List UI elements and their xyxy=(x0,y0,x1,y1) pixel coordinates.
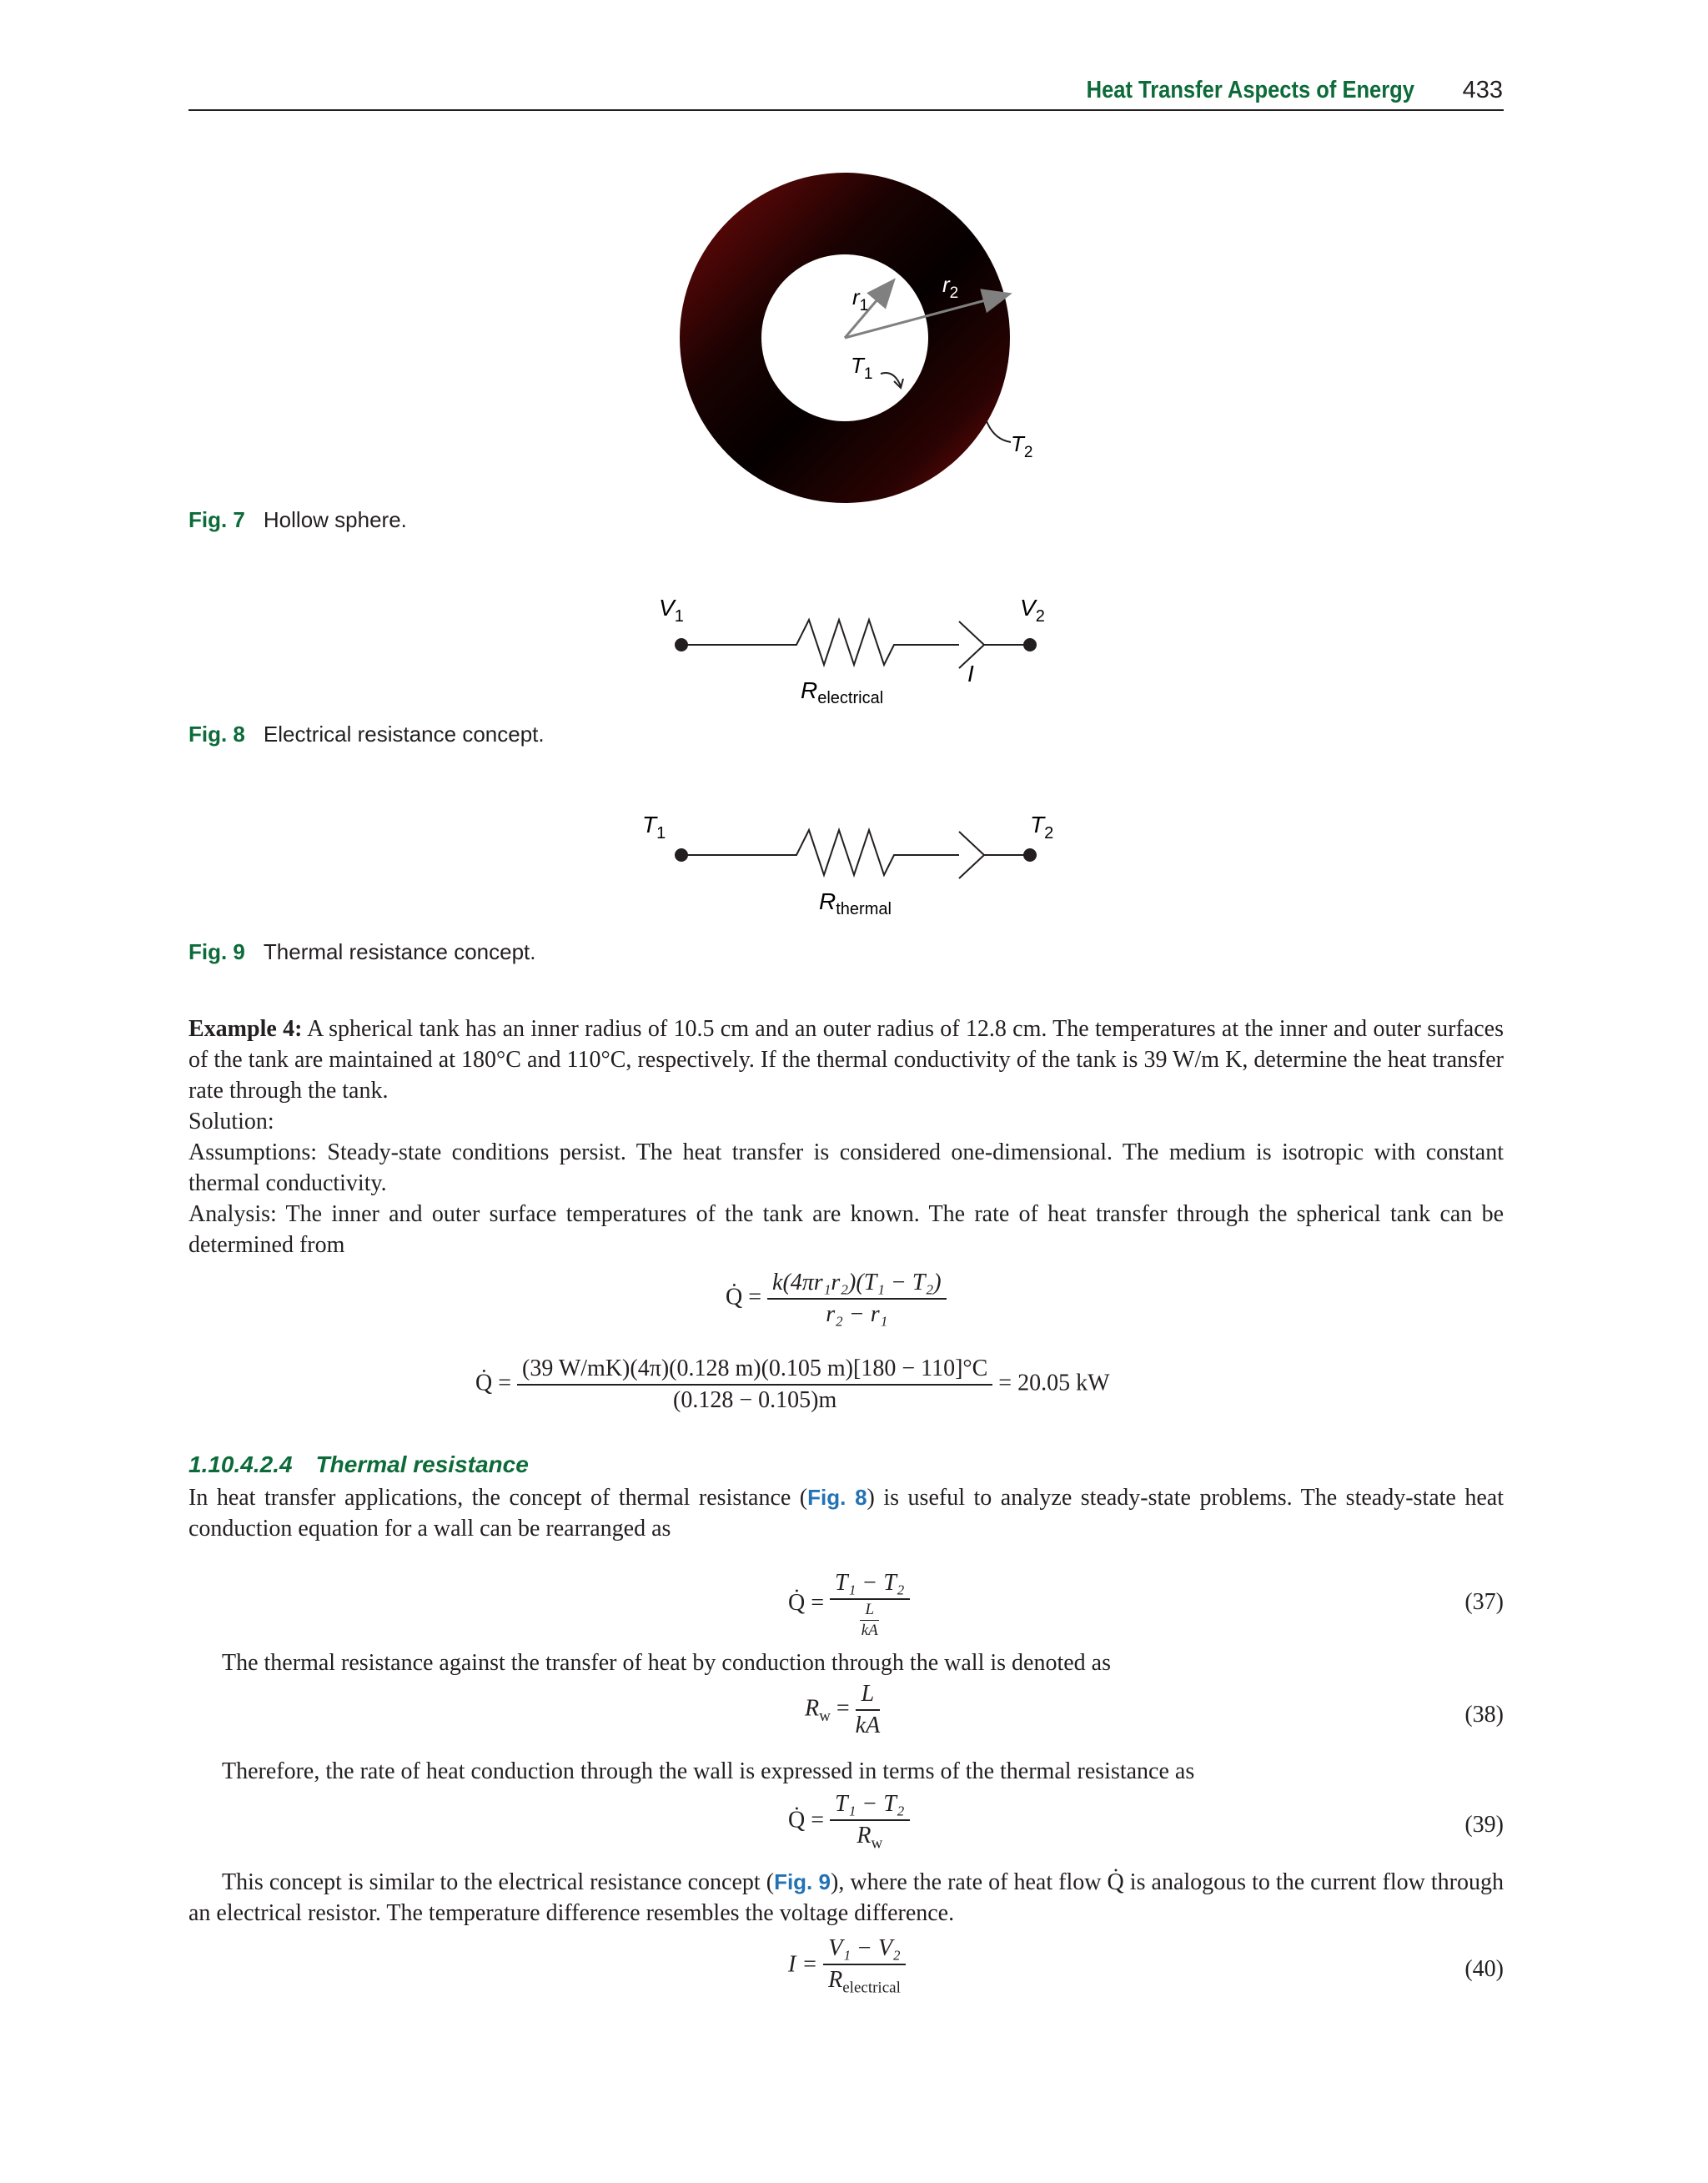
page-number: 433 xyxy=(1462,77,1503,103)
electrical-analogy-paragraph: This concept is similar to the electrical resistance concept (Fig. 9), where the rate of heat flow Q̇ is analogous to the current flow through an electrical resistor. The temperature difference resembles the voltage difference. xyxy=(188,1869,1504,1926)
analysis-paragraph: Analysis: The inner and outer surface temperatures of the tank are known. The rate of heat transfer through the spherical tank can be determined from xyxy=(188,1201,1504,1258)
t2-node-label: $T_2$ xyxy=(1030,812,1054,843)
equation-37-number: (37) xyxy=(1464,1589,1504,1615)
thermal-resistance-figure xyxy=(634,805,1076,930)
equation-40-number: (40) xyxy=(1464,1956,1504,1982)
r-electrical-label: $R_{electrical}$ xyxy=(801,677,884,707)
fig8-link[interactable]: Fig. 8 xyxy=(807,1485,867,1510)
equation-38: $R_w$ = $\frac{L}{kA}$ xyxy=(805,1681,881,1738)
v2-label: $V_2$ xyxy=(1020,595,1045,626)
equation-38-number: (38) xyxy=(1464,1702,1504,1728)
r2-label: $r_2$ xyxy=(942,272,959,302)
t2-pointer xyxy=(987,421,1011,442)
resistor-symbol xyxy=(681,620,959,665)
current-label: I xyxy=(967,661,974,687)
fig9-caption: Fig. 9 Thermal resistance concept. xyxy=(188,939,536,964)
equation-39: Q̇ = $\frac{\text{T₁ − T₂}}{R_w}$ xyxy=(788,1791,910,1854)
hollow-sphere-figure xyxy=(667,171,1051,505)
electrical-resistance-figure xyxy=(659,588,1076,713)
thermal-resistor-symbol xyxy=(681,830,959,875)
thermal-resistance-paragraph: In heat transfer applications, the concept of thermal resistance (Fig. 8) is useful to analyze steady-state problems. The steady-state heat conduction equation for a wall can be rearranged as xyxy=(188,1485,1504,1542)
solution-label: Solution: xyxy=(188,1109,274,1134)
heat-flow-arrowhead xyxy=(959,832,984,878)
fig8-caption: Fig. 8 Electrical resistance concept. xyxy=(188,722,545,747)
conduction-rate-paragraph: Therefore, the rate of heat conduction through the wall is expressed in terms of the thermal resistance as xyxy=(222,1758,1195,1784)
header-rule xyxy=(188,109,1504,111)
assumptions-paragraph: Assumptions: Steady-state conditions persist. The heat transfer is considered one-dimensional. The medium is isotropic with constant thermal conductivity. xyxy=(188,1139,1504,1196)
equation-39-number: (39) xyxy=(1464,1812,1504,1838)
example-paragraph: Example 4: A spherical tank has an inner radius of 10.5 cm and an outer radius of 12.8 cm. The temperatures at the inner and outer surfaces of the tank are maintained at 180°C and 110°C, respectively. If the thermal conductivity of the tank is 39 W/m K, determine the heat transfer rate through the tank. xyxy=(188,1016,1504,1104)
fig9-link[interactable]: Fig. 9 xyxy=(774,1869,831,1894)
section-heading: 1.10.4.2.4 Thermal resistance xyxy=(188,1451,529,1477)
equation-37: Q̇ = $\frac{\text{T₁ − T₂}}{\frac{L}{kA}}$ xyxy=(788,1570,910,1639)
running-header-title: Heat Transfer Aspects of Energy xyxy=(1086,77,1414,103)
t2-label: $T_2$ xyxy=(1011,431,1033,461)
t1-label: $T_1$ xyxy=(851,353,873,383)
calculation-equation: Q̇ = $\frac{(39 W/mK)(4\pi)(0.128 m)(0.105 m)[180 - 110]^\circ C}{(0.128 - 0.105)m}$ = 20.05 kW xyxy=(475,1356,1110,1413)
r-thermal-label: $R_{thermal}$ xyxy=(819,888,892,918)
equation-40: I = $\frac{\text{V₁ − V₂}}{R_{electrical}}$ xyxy=(788,1935,906,1998)
fig7-caption: Fig. 7 Hollow sphere. xyxy=(188,507,407,532)
sphere-heat-equation: Q̇ = $\frac{\text{k(4πr₁r₂)(T₁ − T₂)}}{\text{r₂ − r₁}}$ xyxy=(726,1270,947,1328)
r1-label: $r_1$ xyxy=(852,284,869,314)
t1-node-label: $T_1$ xyxy=(642,812,666,843)
v1-label: $V_1$ xyxy=(659,595,684,626)
conduction-resistance-paragraph: The thermal resistance against the transfer of heat by conduction through the wall is denoted as xyxy=(222,1650,1111,1676)
